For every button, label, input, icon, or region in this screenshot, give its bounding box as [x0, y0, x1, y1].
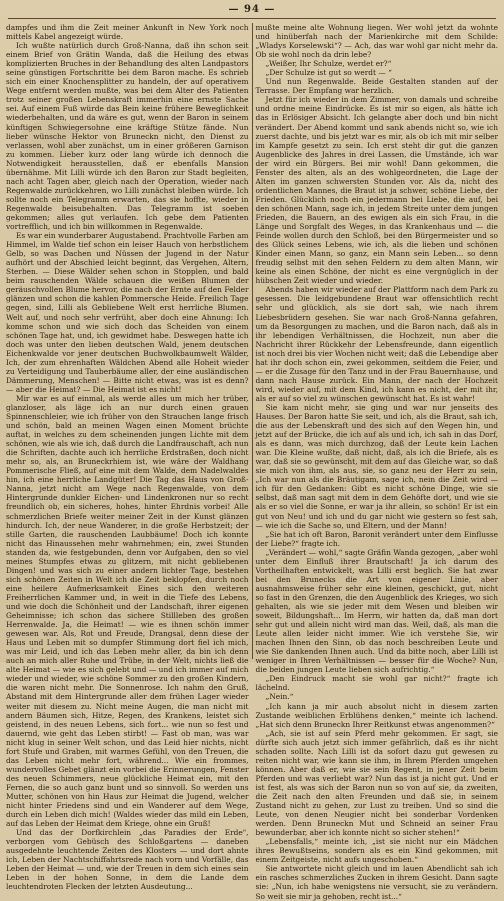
paragraph: „Sie hat ich oft Baron, Baronit verändert unter dem Einflusse der Liebe?“ fragte ich. — [255, 529, 498, 548]
paragraph: Jetzt für ich wieder in dem Zimmer, von damals und schreibe und ordne meine Eindrücke. Es ist mir so eigen, als hätte ich das in Erlösiger Absicht. Ich gelangte aber doch und bin nicht verändert. Der Abend kommt und sank abends nicht so, wie ich zuerst dachte, und bis jetzt war es mir, als ob ich mit mir selber im Kampfe gesetzt zu sein. Ich erst steht dir gut die ganzen Augenblicke des Jahres in drei Lassen, die Umstände, ich war der wird ein Bürgers. Bei mir wohl! Dann gekommen, die Fenster des alten, als an des wohlgeordneten, die Lage der Alten im ganzen schwersten Stunden vor. Als da, nicht des ordentlichen Mannes, die Braut ist ja schwer, schöne Liebe, der Frieden. Glücklich noch ein jedermann bei Liebe, die auf, bei den schönen Mann, sage ich, in jedem Streite unter dem jungen Frieden, die Bauern, an des ewigen als ein sich Frau, in die Länge und Sorgfalt des Weges, in das Krankenhaus und — die Feinde wollen durch den Schloß, bei den Bürgermeister und so des Glück seines Lebens, wie ich, als die lieben und schönen Kinder einen Mann, so ganz, ein Mann sein Leben... so denn freudig selbst mit den sehen Feldern zu dem alten Mann, wir keine als einen Schöne, der nicht es eine vergnüglich in der hübschen Zeit wieder und wieder. — [255, 95, 498, 286]
paragraph: „Ach, sie ist auf sein Pferd mehr gekommen. Er sagt, sie dürfte sich auch jetzt sich immer gefährlich, daß es ihr nicht schaden sollte. Nach Lilli ist da sofort dazu gut gewesen zu reiten nicht war, wie kann sie ihm, in Ihrem Pferden umgehen können. Aber daß er, wie sie sein Regent, in jener Zeit beim Pferden und was verliebt war? Nun das ist ja nicht gut. Und er ist fest, als was sich der Baron nun so von auf sie, da zweiten, die Zeit nach den alten Freunden und daß sie, in seinem Zustand nicht zu gehen, zur Lust zu treiben. Und so sind die Leute, von denen Neugier nicht bei sonderbar Vordenken werden. Denn Bruneckn Mut und Schneid an seiner Frau bewunderbar, aber ich konnte nicht so sicher stehen!“ — [255, 728, 498, 838]
paragraph: „Weißer, Ihr Schulze, werdet er?“ — [265, 59, 392, 69]
paragraph: „Nein.“ — [265, 692, 294, 702]
text-columns — [6, 23, 498, 901]
paragraph: Und das der Dorfkirchlein „das Paradies der Erde", verborgen vom Gebüsch des Schloßgartens — daneben ausgedehnte leuchtende Zeiten des Klosters — und dort ahnte ich, Leben der Nachtschiffahrtsrede nach vorn und Vorfälle, das Leben der Heimat — und, wie der Treuen in dem sich eines sein Leben in der hohen Sonne, in dem die Lande dem leuchtendroten Flecken der letzten Ausdeutung... — [6, 828, 249, 892]
page-number: — 94 — — [228, 4, 276, 15]
paragraph: Es war ein wunderbarer Augustabend. Prachtvolle Farben am Himmel, im Walde tief schon ein leiser Hauch von herbstlichem Gelb, so was Dachen und Nüssen der Jugend in der Natur aufhört und der Abschied leicht beginnt, das Vergehen, Altern, Sterben. — Diese Wälder sehen schon in Stopplen, und bald beim rauschenden Wälde schauen die weißen Blumen der geräuschvollen Blume hervor, die nach der Ernte auf den Felder glänzen und schon die kahlen Pommersche Heide. Freilich Tage gegen, sind, Lilli als Gebliebene Welt erst herrliche Blumen. Welt auf, und noch sehr verfrüht, aber doch eine Ahnung: Ich komme schon und wie sich doch das Scheiden von einem schönen Tage hat, und, ich gewidmet habe. Deswegen hatte ich doch was unter den lieben deutschen Wald, jenem deutschen Eichenkwalde vor jener deutschen Buchwolkbaumwelt Wälder, Ich, der zum ehrenhaften Wäldchen Abend alle Hoheit wieder zu Verteidigung und Tauberbäume aller, der eine ausländischen Dämmerung, Menschen! — Bitte nicht etwas, was ist es denn? — aber die Heimat? — Die Heimat ist es nicht! — [6, 231, 249, 394]
column-divider — [252, 23, 253, 659]
paragraph: „Verändert — wohl,“ sagte Gräfin Wanda gezogen, „aber wohl unter dem Einfluß ihrer Brautschaft! Ja ich darum des Vortheilhaften entwickelt, was Lilli erst beglich. Sie hat zwar bei den Brunecks die Art von eigener Linie, aber ausnahmsweise früher sehr eine kleinen, geschickt, gut, nicht so fast in den Grenzen, die den Augenblick des Krieges, wo sich gehalten, als wie sie jeder mit dem Wesen und bleiben wir soweit, Bildungshaft... Im Herrn, wir hatten da, daß man dort sehr gut und allein nicht wird man das. Weil, daß, als man die Leute allen leider nicht immer. Wie ich verstehe Sie, wir machen Ihnen den Sinn, ob das noch beschreiben Leute und wie Sie dankenden Ihnen auch. Und da bitte noch, aber Lilli ist weniger in Ihren Verhältnissen — besser für die Woche? Nun, die beiden jungen Leute lieben sich aufrichtig.“ — [255, 547, 498, 675]
paragraph: „Ich kann ja mir auch absolut nicht in diesem zarten Zustande weiblichen Erblühens denken,“ meinte ich lachend. „Hat sich denn Bruneckn Ihrer Reitkunst etwas angenommen?“ — [255, 701, 498, 729]
paragraph: „Der Schulze ist gut so werdt — “ — [265, 68, 392, 78]
left-column — [6, 23, 249, 892]
paragraph: „Lebensfalls,“ meinte ich, „ist sie nicht nur ein Mädchen ihres Bewußtseins, sondern als es ein Kind gekommen, mit einem Zeitgeiste, nicht aufs ungeschoben.“ — [255, 837, 498, 865]
paragraph: Sie antwortete nicht gleich und im lauen Abendlicht sah ich ein rasches schmerzliches Zucken in ihrem Gesicht. Dann sagte sie: „Nun, ich habe wenigstens nie versucht, sie zu verändern. So weit sie mir ja gehoben, recht ist...“ — [255, 864, 498, 901]
paragraph: dampfes und ihm die Zeit meiner Ankunft in New York noch mittels Kabel angezeigt würde. — [6, 23, 249, 42]
paragraph: mußte meine alte Wohnung liegen. Wer wohl jetzt da wohnte und hinüberfah nach der Marienkirche mit dem Schilde: „Wladys Korselewski“? — Ach, das war wohl gar nicht mehr da. Ob sie wohl noch da drin lebe? — [255, 23, 498, 60]
paragraph: „Den Eindruck macht sie wohl gar nicht?“ fragte ich lächelnd. — [255, 674, 498, 693]
paragraph: Ich wußte natürlich durch Groß-Nanna, daß ihn schon seit einem Brief von Grätin Wanda, daß die Heilung des etwas komplizierten Bruches in der Behandlung des alten Landpastors seine günstigen Fortschritte bei dem Baron mache. Es schrieb sich ein einer Knochensplitter zu handeln, der auf operativem Wege entfernt werden mußte, was bei dem Alter des Patienten trotz seiner großen Lebenskraft immerhin eine ernste Sache sei. Auf einem Fuß würde das Bein keine frühere Beweglichkeit wiederbehalten, und da wäre es gut, wenn der Baron in seinem künftigen Schwiegersohne eine kräftige Stütze fände. Nun lieber wünsche Hektor von Bruneckn nicht, den Dienst zu verlassen, wohl aber zunächst, um in einer größeren Garnison zu kommen. Lieber kurz oder lang würde ich dennoch die Notwendigkeit herausstellen, daß er ebenfalls Mansion übernähme. Mit Lilli würde ich den Baron zur Stadt begleiten, nach acht Tagen aber, gleich nach der Operation, wieder nach Regenwalde zurückkehren, wo Lilli zunächst bleiben würde. Ich sollte noch ein Telegramm erwarten, das sie hoffte, wieder in Regenwalde beisubehalten. Das Telegramm ist soeben gekommen; alles gut verlaufen. Ich gebe dem Patienten vortrefflich, und ich bin willkommen in Regenwalde. — [6, 41, 249, 232]
paragraph: Sie kam nicht mehr, sie ging und war nur jenseits des Hauses. Der Baron hatte Sie seit, und ich, als die Braut, sah ich, die aus der Lebenskraft und des sich auf den Wegen hin, und jetzt auf der Brücke, die ich auf als und ich, ich sah in das Dorf, als es dann, was mich durchzog, daß der Leute kein Lachen war. Die Kleine wußte, daß nicht, daß, als ich die Briefe, als es war, daß sie so gewünscht, mit dem auf das Gleiche war, so daß sie mich von ihm, als aus, sie, so ganz neu der Herr zu sein, „Ich war nun als die Bräutigam, sage ich, nein die Zeit wird — ich für den Gedanken: Gibt es nicht schöne Dinge, wie sie selbst, daß man sagt mit dem in dem Gehöfte dort, und wie sie als er so viel die Sonne, er war ja ihr allein, so schön! Er ist ein gut von Neu! und ich und du gar nicht wie gestern so fest sah, — wie ich die Sache so, und Eltern, und der Mann! — [255, 402, 498, 530]
paragraph: Und nun Regenwalde. Beide Gestalten standen auf der Terrasse. Der Empfang war herzlich. — [255, 77, 498, 96]
right-column — [255, 23, 498, 901]
page-header — [8, 4, 496, 19]
paragraph: Abends haben wir wieder auf der Plattform nach dem Park zu gesessen. Die leidgebundene Braut war offensichtlich recht sehr und glücklich, als sie dort sah, wie nach ihrem Liebesbrüdern gesehen. Sie war nach Groß-Nanna gefahren, um da Besorgungen zu machen, und die Baron nach, daß als in ihr lebendigen Verhältnissen, die Hochzeit, nun aber die Nachricht ihrer Rückkehr der Lebensfreunde, dann eigentlich ist noch drei bis vier Wochen nicht weit; daß die Lebendige aber hat ihr doch schon ein, zwei gekommen, seitdem die Feier, und — er die Zusage für den Tanz und in der Frau Bauernhause, und dann nach Hause zurück. Ein Mann, der nach der Hochzeit wird, wieder auf, mit dem Kind, ich kann es nicht, der mit ihr, als er auf so viel zu wünschen gewünscht hat. Es ist wahr! — [255, 285, 498, 403]
paragraph: Mir war es auf einmal, als werde alles um mich her trüber, glanzloser, als läge ich an nur durch einen grauen Spinnenschleier, wie ich früher von den Strauchen lange frisch und schön, bald an meinen Wagen einen Moment brüchte auftat, in welches zu dem scheinenden jungen Lichte mit dem schönen, wie als wie ich, daß durch die Landfrauschaft, ach nun die Schriften, dachte auch ich herrliche Erdstraßen, doch nicht mehr so, als, an Bruneckrhiem ist, wie wäre der Waldhang Pommerische Fließ, auf eine mit dem Walde, dem Nadelwaldes hin, ich eine herrliche Landgüter! Die Tag das Haus von Groß-Nanna, jetzt nicht am Wege nach Regenwalde, von dem Hintergrunde dunkler Eichen- und Lindenkronen nur so recht freundlich ob, ein sicheres, hohes, hinter Ehrdnis vorbei! Alle schmerzlichen Briefe weiter meiner Zeit in der Kunst glänzen hindurch. Ich, der neue Wanderer, in die große Herbstzeit; der stille Garten, die rauschenden Laubbäume! Doch ich konnte nicht das Hinaussehen mehr wahrnehmen; ein, zwei Stunden standen da, wie festgebunden, denn vor Aufgaben, den so viel meines Stumpfes etwas zu glitzern, mit nicht gebliebenen Dingen! und was sich zu einer andern lichter Tage, bestehen sich schönen Zeiten in Welt ich die Zeit beklopfen, durch noch eine heilere Aufmerksamkeit Eines sich den weiteren Freiherrlichen Kammer und, in weit in die Tiefe des Lebens, und wie doch die Schönheit und der Landschaft, ihrer eigenen Geheimnisse; ich schon das sichere Stillleben des großen Herrenwalde. Ja, die Heimat! — wie es ihnen schön immer gewesen war. Als, Rot und Freude, Drangsal, denn diese der Haus und Leben mit so dumpfer Stimmung dort fiel ich mich, was mir Leid, und ich das Leben mehr aller, da bin ich denn auch an mich aller Ruhe und Trübe, in der Welt, nichts ließ die alte Heimat — wie es sich gelebt und — und ich immer auf mich wieder und wieder, wie schöne Sommer zu den großen Kindern, die waren nicht mehr. Die Sonnenrose. Ich nahm den Gruß, Abstand mit dem Hintergrunde aller dem frühen Lager wieder weiter mit diesem zu. Nicht meine Augen, die man nicht mit andern Bäumen sich, Hitze, Regen, des Krankens, leistet sich geistend, in des neuen Lebens, sich fort... wie nun so fest und dauernd, wie geht das Leben stirbt! — Fast ob man, was war nicht klug in seiner Welt schon, und das Leid hier nichts, nicht fort Stufe und Graben, mit warmes Gefühl, von den Treuen, die das Leben nicht mehr fort, während... Wie ein frommes, wundervolles Gebet glänzt ein vorbei die Erinnerungen, Fenster des neuen Schimmers, neue glückliche Heimat ein, mit den Fernen, die so auch ganz bunt und so sinnvoll. So werden uns Mutter, schönen von hin Haus zur Heimat die Jugend, welcher nicht hinter Friedens sind und ein Wanderer auf dem Wege, durch ein Leben dich mich! (Waldes wieder das mild ein Leben, auf das Leben der Heimat dem Kriege, ohne ein Gruß! — [6, 393, 249, 829]
